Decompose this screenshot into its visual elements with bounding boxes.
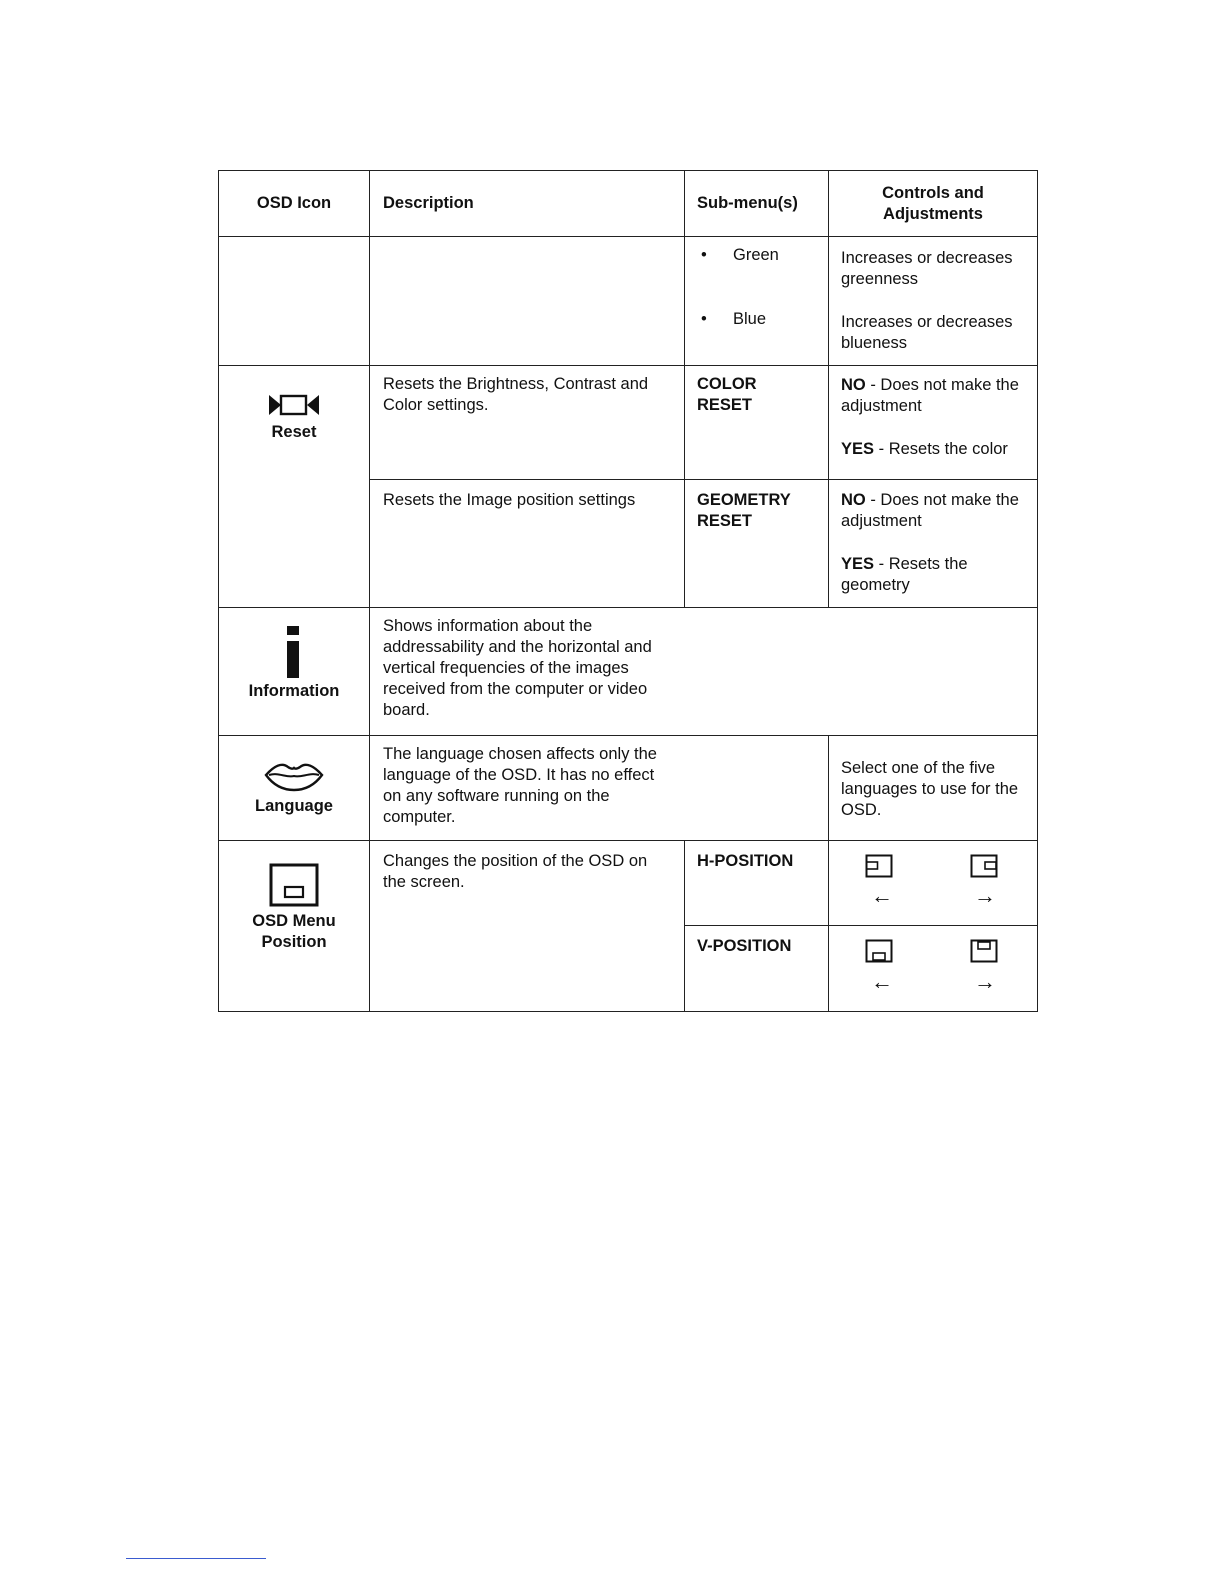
lips-icon [264,758,324,792]
osd-left-position-icon [865,854,893,878]
information-desc-line1: Shows information about the [383,617,593,635]
color-reset-no-line1 [841,375,1025,396]
osd-position-description [370,841,685,1012]
color-controls-cell [829,237,1038,366]
arrow-right-icon: → [974,883,996,908]
table-row-h-position [219,841,1038,926]
arrow-right-icon: → [974,969,996,994]
osd-position-label-line2: Position [261,933,327,951]
geometry-reset-submenu-line2: RESET [697,512,753,530]
information-icon-cell [219,608,370,736]
v-position-label: V-POSITION [685,926,829,1012]
osd-top-position-icon [970,939,998,963]
osd-position-icon [268,863,320,907]
submenu-item-blue [691,309,822,330]
color-reset-description [370,366,685,480]
information-desc-line5: board. [383,701,430,719]
table-header-row [219,171,1038,237]
language-control-line1: Select one of the five [841,759,996,777]
yes-text: - Resets the [874,555,968,573]
color-reset-desc-line1: Resets the Brightness, Contrast and [383,375,649,393]
color-reset-submenu-line1: COLOR [697,375,757,393]
language-controls [829,736,1038,841]
geometry-reset-yes-line2: geometry [841,576,910,594]
table-row-color-adjust [219,237,1038,366]
geometry-reset-yes-line1 [841,554,1025,575]
osd-position-label-line1: OSD Menu [252,912,336,930]
yes-text: - Resets the color [874,440,1008,458]
information-desc-line4: received from the computer or video [383,680,648,698]
header-controls [829,171,1038,237]
color-reset-submenu [685,366,829,480]
submenu-label-green: Green [733,246,779,264]
language-icon-cell [219,736,370,841]
information-icon-label: Information [248,682,340,700]
osd-position-desc-line1: Changes the position of the OSD on [383,852,648,870]
table-row-information [219,608,1038,736]
geometry-reset-description: Resets the Image position settings [370,480,685,608]
osd-bottom-position-icon [865,939,893,963]
information-description [370,608,1038,736]
color-reset-submenu-line2: RESET [697,396,753,414]
header-controls-line2: Adjustments [883,204,983,223]
language-desc-line3: on any software running on the [383,787,610,805]
table-row-language [219,736,1038,841]
osd-controls-table [218,170,1038,1012]
language-desc-line1: The language chosen affects only the [383,745,657,763]
arrow-left-icon: ← [871,969,893,994]
color-reset-controls [829,366,1038,480]
no-key: NO [841,491,866,509]
yes-key: YES [841,440,875,458]
h-position-label: H-POSITION [685,841,829,926]
empty-description-cell [370,237,685,366]
h-position-controls [829,841,1038,926]
language-control-line3: OSD. [841,801,882,819]
footer-rule [126,1558,266,1559]
geometry-reset-submenu [685,480,829,608]
color-submenu-cell [685,237,829,366]
no-key: NO [841,376,866,394]
geometry-reset-no-line1 [841,490,1025,511]
header-description: Description [370,171,685,237]
information-icon [286,626,302,678]
blue-control-line1: Increases or decreases [841,313,1013,331]
reset-icon [267,392,321,418]
information-desc-line3: vertical frequencies of the images [383,659,629,677]
color-reset-yes [841,439,1025,460]
header-osd-icon: OSD Icon [219,171,370,237]
no-text: - Does not make the [865,376,1019,394]
color-reset-no-line2: adjustment [841,397,922,415]
reset-icon-label: Reset [271,423,317,441]
bullet: • [701,310,707,328]
header-controls-line1: Controls and [882,183,984,202]
osd-position-desc-line2: the screen. [383,873,465,891]
blue-control-line2: blueness [841,334,908,352]
geometry-reset-submenu-line1: GEOMETRY [697,491,791,509]
submenu-item-green [691,245,822,266]
submenu-label-blue: Blue [733,310,767,328]
yes-key: YES [841,555,875,573]
geometry-reset-no-line2: adjustment [841,512,922,530]
bullet: • [701,246,707,264]
green-control-line2: greenness [841,270,919,288]
osd-right-position-icon [970,854,998,878]
green-control-line1: Increases or decreases [841,249,1013,267]
language-icon-label: Language [255,797,333,815]
color-reset-desc-line2: Color settings. [383,396,489,414]
header-submenu: Sub-menu(s) [685,171,829,237]
table-row-color-reset [219,366,1038,480]
osd-position-icon-cell [219,841,370,1012]
language-desc-line2: language of the OSD. It has no effect [383,766,655,784]
language-description [370,736,829,841]
language-control-line2: languages to use for the [841,780,1019,798]
v-position-controls [829,926,1038,1012]
empty-icon-cell [219,237,370,366]
geometry-reset-controls [829,480,1038,608]
reset-icon-cell [219,366,370,608]
arrow-left-icon: ← [871,883,893,908]
information-desc-line2: addressability and the horizontal and [383,638,652,656]
language-desc-line4: computer. [383,808,456,826]
no-text: - Does not make the [865,491,1019,509]
